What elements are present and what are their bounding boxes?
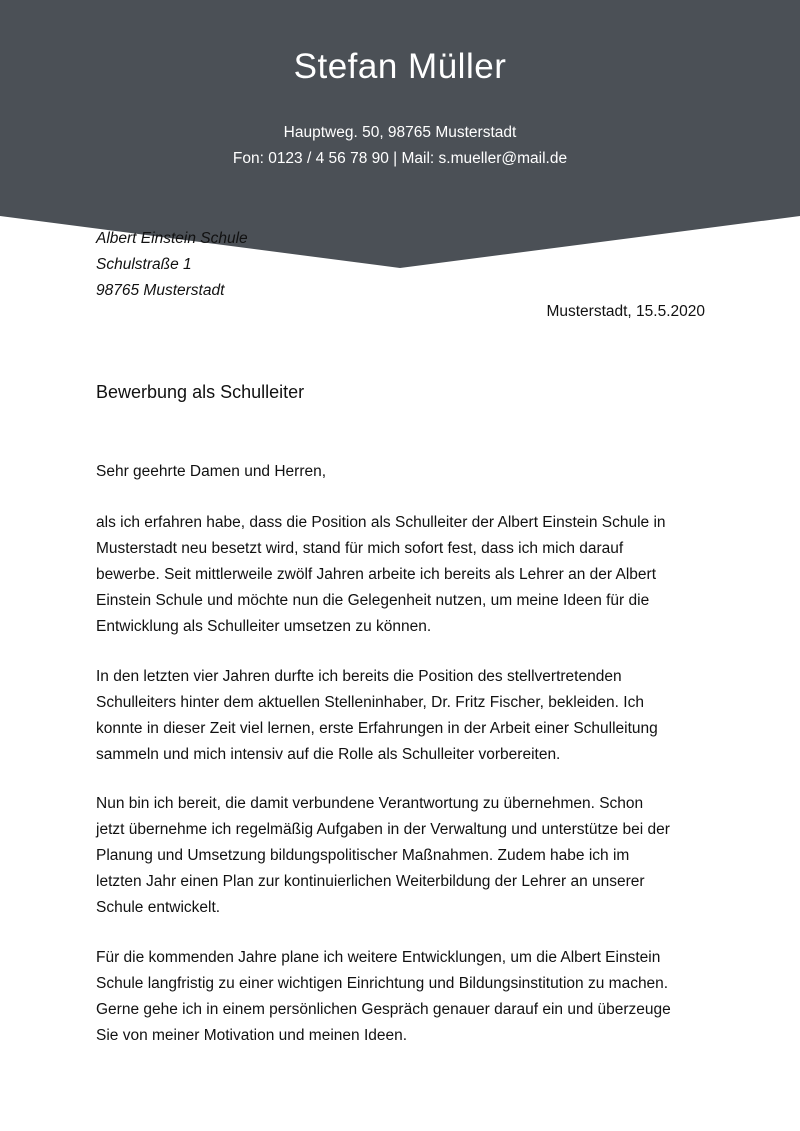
body-paragraph-3 — [96, 791, 708, 921]
place-and-date: Musterstadt, 15.5.2020 — [546, 303, 705, 320]
paragraph-line: Entwicklung als Schulleiter umsetzen zu können. — [96, 618, 432, 635]
salutation: Sehr geehrte Damen und Herren, — [96, 463, 327, 480]
paragraph-line: Schule langfristig zu einer wichtigen Einrichtung und Bildungsinstitution zu machen. — [96, 975, 669, 992]
paragraph-line: Nun bin ich bereit, die damit verbundene Verantwortung zu übernehmen. Schon — [96, 795, 644, 812]
paragraph-line: Für die kommenden Jahre plane ich weitere Entwicklungen, um die Albert Einstein — [96, 949, 661, 966]
sender-contact: Fon: 0123 / 4 56 78 90 | Mail: s.mueller@mail.de — [232, 150, 568, 167]
recipient-name: Albert Einstein Schule — [96, 230, 248, 247]
paragraph-line: konnte in dieser Zeit viel lernen, erste Erfahrungen in der Arbeit einer Schulleitung — [96, 720, 658, 737]
recipient-city: 98765 Musterstadt — [96, 282, 225, 299]
paragraph-line: In den letzten vier Jahren durfte ich bereits die Position des stellvertretenden — [96, 668, 622, 685]
paragraph-line: Schule entwickelt. — [96, 899, 221, 916]
paragraph-line: sammeln und mich intensiv auf die Rolle als Schulleiter vorbereiten. — [96, 746, 561, 763]
paragraph-line: bewerbe. Seit mittlerweile zwölf Jahren arbeite ich bereits als Lehrer an der Albert — [96, 566, 656, 583]
paragraph-line: Gerne gehe ich in einem persönlichen Gespräch genauer darauf ein und überzeuge — [96, 1001, 671, 1018]
paragraph-line: jetzt übernehme ich regelmäßig Aufgaben in der Verwaltung und unterstütze bei der — [96, 821, 670, 838]
recipient-street: Schulstraße 1 — [96, 256, 192, 273]
paragraph-line: Sie von meiner Motivation und meinen Ideen. — [96, 1027, 408, 1044]
paragraph-line: Planung und Umsetzung bildungspolitischer Maßnahmen. Zudem habe ich im — [96, 847, 630, 864]
body-paragraph-2 — [96, 664, 708, 768]
paragraph-line: Einstein Schule und möchte nun die Gelegenheit nutzen, um meine Ideen für die — [96, 592, 650, 609]
sender-name: Stefan Müller — [293, 47, 507, 86]
body-paragraph-4 — [96, 945, 708, 1049]
recipient-address-block — [96, 226, 248, 304]
letter-subject: Bewerbung als Schulleiter — [96, 382, 305, 402]
paragraph-line: Schulleiters hinter dem aktuellen Stelleninhaber, Dr. Fritz Fischer, bekleiden. Ich — [96, 694, 644, 711]
sender-address: Hauptweg. 50, 98765 Musterstadt — [283, 124, 517, 141]
paragraph-line: Musterstadt neu besetzt wird, stand für mich sofort fest, dass ich mich darauf — [96, 540, 624, 557]
body-paragraph-1 — [96, 510, 708, 640]
paragraph-line: als ich erfahren habe, dass die Position als Schulleiter der Albert Einstein Schule in — [96, 514, 666, 531]
paragraph-line: letzten Jahr einen Plan zur kontinuierlichen Weiterbildung der Lehrer an unserer — [96, 873, 645, 890]
